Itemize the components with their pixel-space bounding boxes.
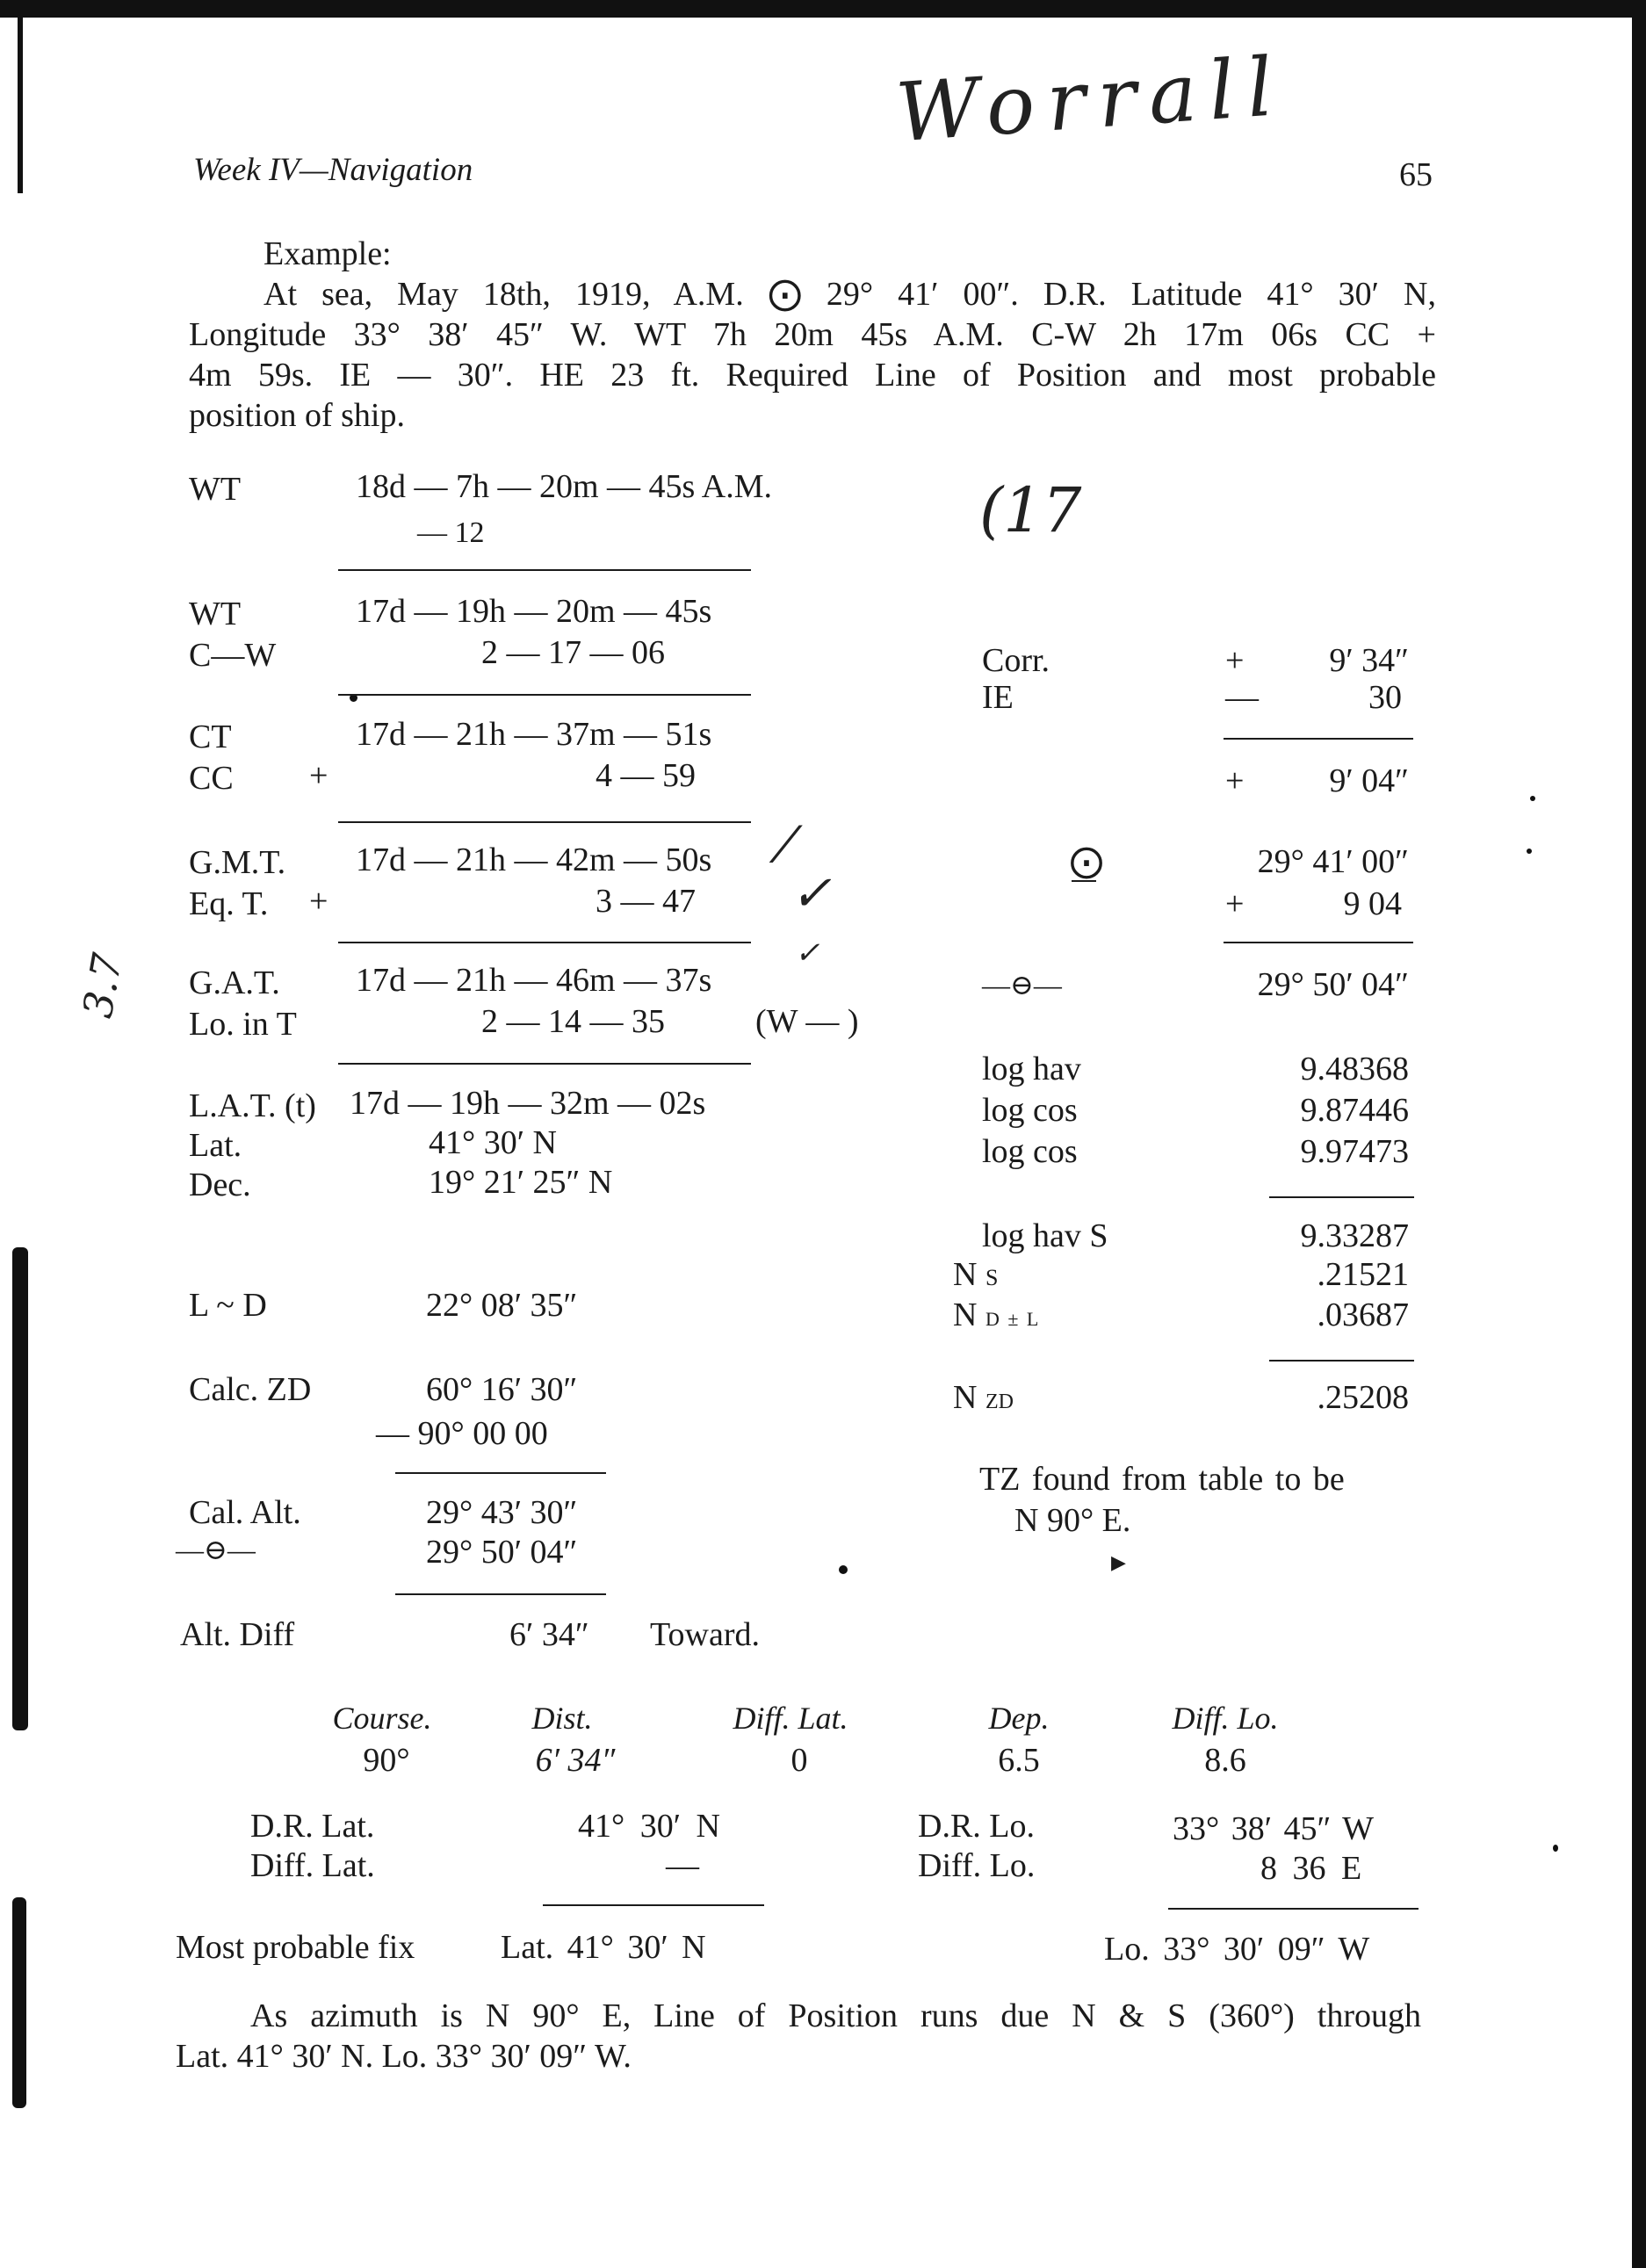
rule	[543, 1904, 764, 1906]
dec-value: 19° 21′ 25″ N	[429, 1164, 613, 1201]
calc-zd-label: Calc. ZD	[189, 1371, 312, 1408]
alt-diff-label: Alt. Diff	[180, 1616, 295, 1653]
ndl-value: .03687	[1317, 1297, 1409, 1333]
checkmark: ✓	[795, 935, 820, 971]
rule	[338, 694, 751, 696]
most-probable-fix-label: Most probable fix	[176, 1929, 415, 1966]
conclusion-line: Lat. 41° 30′ N. Lo. 33° 30′ 09″ W.	[176, 2038, 632, 2075]
lat-label: Lat.	[189, 1127, 242, 1164]
rule	[338, 569, 751, 571]
diff-lo-value: 8 36 E	[1260, 1850, 1362, 1887]
center-symbol: —⊖—	[982, 969, 1062, 1000]
l-minus-d-label: L ~ D	[189, 1287, 267, 1324]
corr-total-value: 9′ 04″	[1329, 762, 1409, 799]
tz-line-1: TZ found from table to be	[979, 1461, 1345, 1498]
rule	[338, 1063, 751, 1065]
rule	[1269, 1360, 1414, 1362]
handwritten-signature: Worrall	[892, 39, 1289, 161]
obs-alt-value: 29° 50′ 04″	[426, 1534, 578, 1571]
dec-label: Dec.	[189, 1167, 251, 1203]
ie-sign: —	[1225, 679, 1259, 716]
rule	[1168, 1908, 1419, 1910]
ie-label: IE	[982, 679, 1014, 716]
corr-value: 9′ 34″	[1329, 642, 1409, 679]
tz-line-2: N 90° E.	[1014, 1502, 1131, 1539]
conclusion-line: As azimuth is N 90° E, Line of Position runs due N & S (360°) through	[250, 1997, 1421, 2034]
rule	[338, 942, 751, 943]
traverse-course-value: 90°	[363, 1742, 410, 1779]
corr-sign: +	[1225, 642, 1245, 679]
nzd-letter: N	[953, 1379, 978, 1416]
cc-label: CC	[189, 760, 234, 797]
dr-lo-label: D.R. Lo.	[918, 1808, 1035, 1845]
speck	[1530, 796, 1535, 801]
checkmark: ✓	[791, 865, 832, 922]
cw-label: C—W	[189, 637, 277, 674]
sun-add-value: 9 04	[1343, 885, 1402, 922]
lat-value: 41° 30′ N	[429, 1124, 557, 1161]
ndl-subscript: D ± L	[985, 1308, 1041, 1330]
scan-left-mark-2	[12, 1897, 26, 2108]
dr-lat-value: 41° 30′ N	[578, 1808, 720, 1845]
nzd-label	[953, 1381, 1014, 1414]
log-cos-label: log cos	[982, 1133, 1078, 1170]
margin-note-left: 3.7	[73, 950, 132, 1022]
wt-label: WT	[189, 596, 242, 632]
gmt-label: G.M.T.	[189, 844, 286, 881]
ns-letter: N	[953, 1256, 978, 1293]
margin-note-17: (17	[979, 474, 1082, 546]
rule	[1224, 942, 1413, 943]
ct-label: CT	[189, 719, 232, 755]
gat-label: G.A.T.	[189, 964, 280, 1001]
speck	[839, 1565, 848, 1574]
ndl-label	[953, 1298, 1040, 1332]
ct-value: 17d — 21h — 37m — 51s	[356, 716, 712, 753]
log-cos-value: 9.97473	[1300, 1133, 1409, 1170]
sun-altitude-value: 29° 41′ 00″	[1257, 843, 1409, 880]
obs-alt-label: —⊖—	[176, 1534, 256, 1565]
corr-total-sign: +	[1225, 762, 1245, 799]
traverse-header-course: Course.	[332, 1701, 432, 1736]
alt-diff-value: 6′ 34″	[509, 1616, 589, 1653]
lat-t-value: 17d — 19h — 32m — 02s	[350, 1085, 706, 1122]
traverse-header-dep: Dep.	[988, 1701, 1050, 1736]
speck	[1527, 849, 1532, 854]
eqt-label: Eq. T.	[189, 885, 269, 922]
rule	[338, 821, 751, 823]
rule	[1224, 738, 1413, 740]
calc-zd-value: 60° 16′ 30″	[426, 1371, 578, 1408]
lat-t-label: L.A.T. (t)	[189, 1087, 316, 1124]
traverse-header-diff-lat: Diff. Lat.	[733, 1701, 848, 1736]
nzd-value: .25208	[1317, 1379, 1409, 1416]
sun-symbol: ⨀	[1070, 843, 1103, 880]
dr-lo-value: 33° 38′ 45″ W	[1173, 1810, 1375, 1847]
cal-alt-label: Cal. Alt.	[189, 1494, 301, 1531]
example-line: Longitude 33° 38′ 45″ W. WT 7h 20m 45s A.M. C-W 2h 17m 06s CC +	[189, 316, 1436, 353]
example-line: position of ship.	[189, 397, 405, 434]
diff-lat-value: —	[666, 1847, 699, 1884]
wt-am-value: 18d — 7h — 20m — 45s A.M.	[356, 468, 772, 505]
traverse-header-dist: Dist.	[531, 1701, 593, 1736]
log-cos-label: log cos	[982, 1092, 1078, 1129]
log-cos-value: 9.87446	[1300, 1092, 1409, 1129]
example-paragraph	[189, 274, 1436, 436]
gmt-value: 17d — 21h — 42m — 50s	[356, 841, 712, 878]
l-minus-d-value: 22° 08′ 35″	[426, 1287, 578, 1324]
traverse-diff-lo-value: 8.6	[1204, 1742, 1246, 1779]
ns-subscript: S	[985, 1265, 999, 1290]
rule	[395, 1593, 606, 1595]
scan-left-edge	[18, 18, 23, 193]
lo-in-t-value: 2 — 14 — 35	[481, 1003, 665, 1040]
ns-value: .21521	[1317, 1256, 1409, 1293]
scan-top-edge	[0, 0, 1646, 18]
log-hav-s-label: log hav S	[982, 1217, 1108, 1254]
corr-label: Corr.	[982, 642, 1050, 679]
conclusion-paragraph	[176, 1996, 1421, 2077]
cal-alt-value: 29° 43′ 30″	[426, 1494, 578, 1531]
cc-value: 4 — 59	[596, 757, 696, 794]
scan-right-edge	[1632, 0, 1646, 2268]
traverse-dep-value: 6.5	[998, 1742, 1040, 1779]
alt-diff-note: Toward.	[650, 1616, 761, 1653]
checkmark: ⁄	[782, 817, 791, 874]
eqt-sign: +	[309, 883, 328, 920]
lo-in-t-label: Lo. in T	[189, 1006, 297, 1043]
cc-sign: +	[309, 757, 328, 794]
rule	[1269, 1196, 1414, 1198]
scan-left-mark-1	[12, 1247, 28, 1730]
minus-90-value: — 90° 00 00	[376, 1415, 548, 1452]
example-label: Example:	[264, 235, 392, 272]
log-hav-label: log hav	[982, 1051, 1081, 1087]
wt-am-label: WT	[189, 471, 242, 508]
wt-value: 17d — 19h — 20m — 45s	[356, 593, 712, 630]
log-hav-s-value: 9.33287	[1300, 1217, 1409, 1254]
arrow-mark: ▶	[1111, 1551, 1126, 1573]
center-value: 29° 50′ 04″	[1257, 966, 1409, 1003]
log-hav-value: 9.48368	[1300, 1051, 1409, 1087]
eqt-value: 3 — 47	[596, 883, 696, 920]
rule	[395, 1472, 606, 1474]
most-probable-fix-lo: Lo. 33° 30′ 09″ W	[1104, 1931, 1370, 1968]
speck	[1553, 1845, 1558, 1852]
diff-lo-label: Diff. Lo.	[918, 1847, 1036, 1884]
dr-lat-label: D.R. Lat.	[250, 1808, 375, 1845]
traverse-header-diff-lo: Diff. Lo.	[1172, 1701, 1279, 1736]
diff-lat-label: Diff. Lat.	[250, 1847, 375, 1884]
ie-value: 30	[1368, 679, 1402, 716]
running-head: Week IV—Navigation	[193, 152, 473, 188]
sun-underline	[1072, 880, 1096, 882]
sun-add-sign: +	[1225, 885, 1245, 922]
traverse-dist-value: 6′ 34″	[535, 1742, 616, 1779]
gat-value: 17d — 21h — 46m — 37s	[356, 962, 712, 999]
cw-value: 2 — 17 — 06	[481, 634, 665, 671]
nzd-subscript: ZD	[985, 1390, 1014, 1413]
page-number: 65	[1399, 156, 1433, 193]
ndl-letter: N	[953, 1297, 978, 1333]
example-line: At sea, May 18th, 1919, A.M. ⨀ 29° 41′ 00″. D.R. Latitude 41° 30′ N,	[264, 276, 1436, 313]
most-probable-fix-lat: Lat. 41° 30′ N	[501, 1929, 706, 1966]
example-line: 4m 59s. IE — 30″. HE 23 ft. Required Line of Position and most probable	[189, 357, 1436, 394]
wt-minus-value: — 12	[417, 516, 485, 549]
ns-label	[953, 1258, 998, 1291]
traverse-diff-lat-value: 0	[791, 1742, 808, 1779]
lo-in-t-note: (W — )	[755, 1003, 859, 1040]
